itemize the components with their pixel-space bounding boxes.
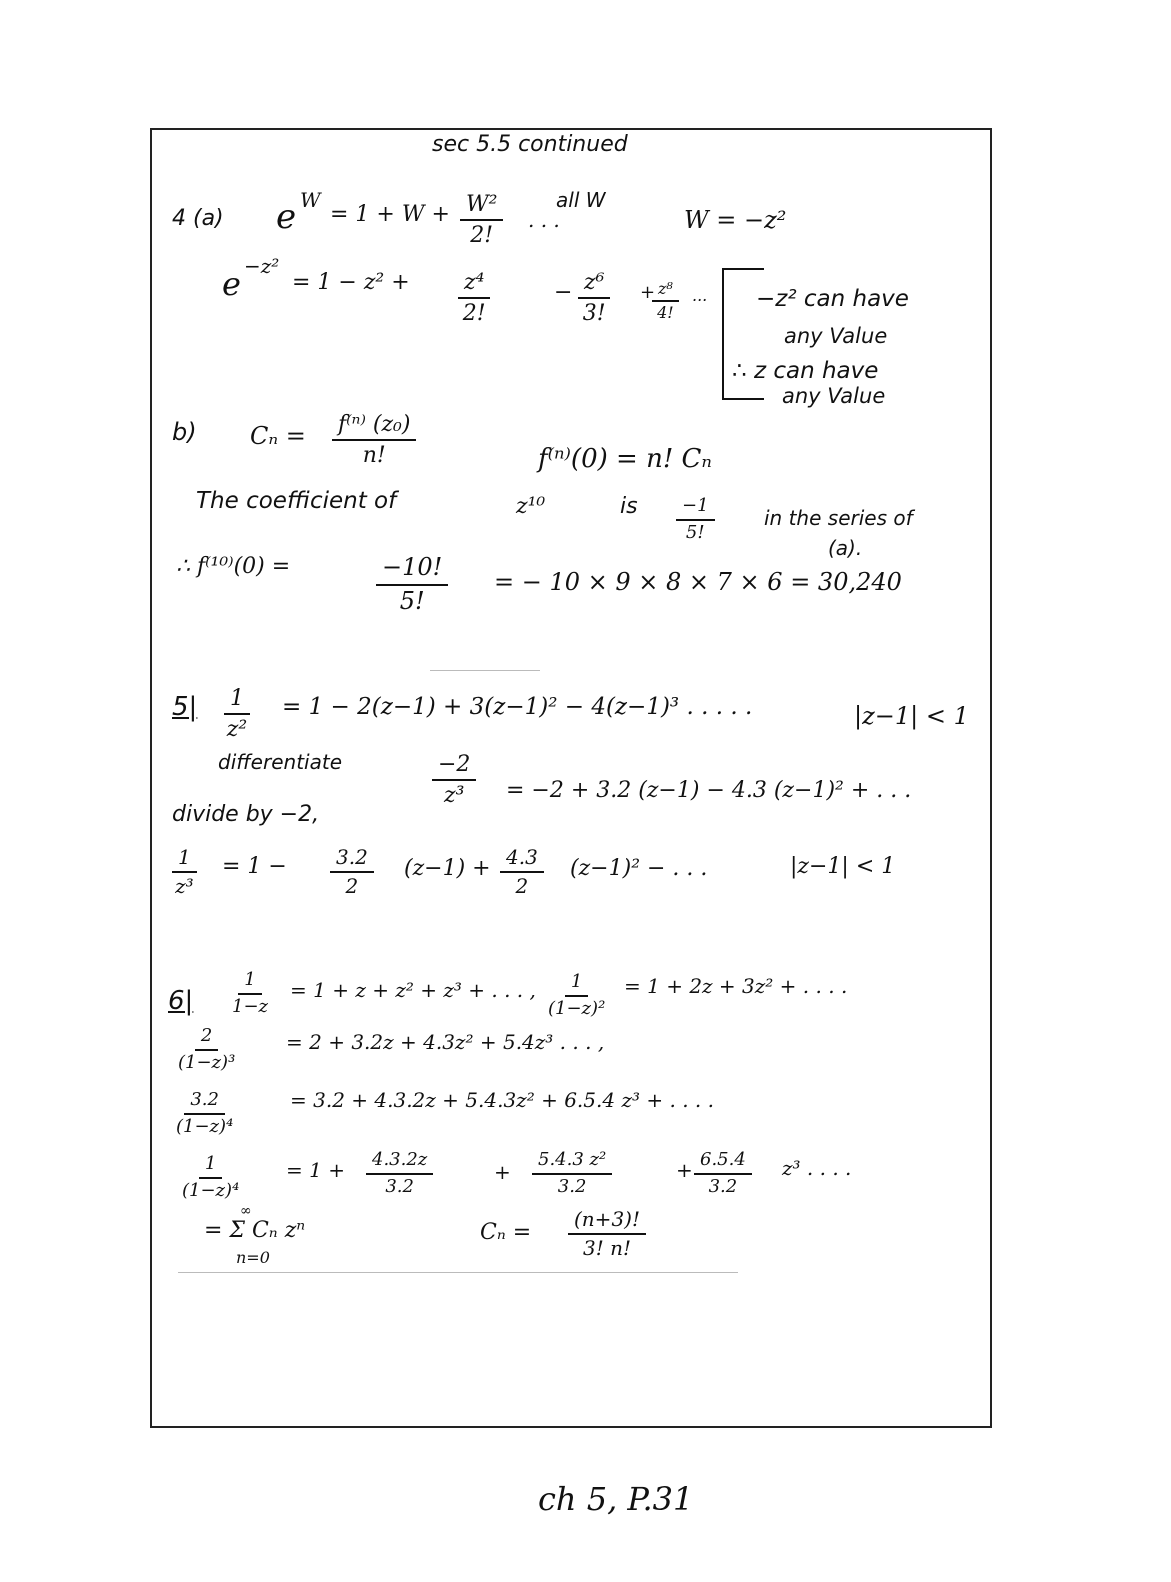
p6-line2-series: = 2 + 3.2z + 4.3z² + 5.4z³ . . . ,: [286, 1030, 605, 1054]
sum-lower-limit: n=0: [236, 1248, 270, 1267]
derivative-relation: f⁽ⁿ⁾(0) = n! Cₙ: [538, 444, 712, 474]
frac-num: W²: [460, 192, 503, 221]
frac-den: 2: [345, 874, 359, 898]
coefficient-is: is: [620, 494, 638, 519]
p6-line4-frac-1: [366, 1150, 433, 1197]
p5-deriv-series: = −2 + 3.2 (z−1) − 4.3 (z−1)² + . . .: [506, 778, 912, 803]
exp-z-rhs: = 1 − z² +: [292, 270, 410, 295]
frac-den: 2: [515, 874, 529, 898]
exp-z-frac-1: [458, 270, 490, 327]
exp-w-sup: W: [300, 188, 321, 212]
p6-line4-eq: = 1 +: [286, 1158, 345, 1182]
frac-num: 1: [565, 972, 588, 997]
frac-den: 1−z: [232, 995, 269, 1017]
exp-w-term-frac: [460, 192, 503, 249]
sum-upper-limit: ∞: [240, 1203, 252, 1219]
problem-6-label: 6|: [168, 986, 194, 1016]
p6-cn-frac: [568, 1208, 646, 1260]
p5-condition: |z−1| < 1: [854, 702, 969, 730]
p5-series: = 1 − 2(z−1) + 3(z−1)² − 4(z−1)³ . . . . .: [282, 694, 753, 720]
plus-sign: +: [676, 1158, 693, 1182]
exp-z-frac-2: [578, 270, 610, 327]
frac-num: −1: [676, 496, 715, 521]
cn-lhs: Cₙ =: [250, 422, 306, 450]
frac-num: 1: [172, 846, 197, 873]
exp-w-rhs: = 1 + W +: [330, 202, 450, 227]
frac-den: 5!: [399, 586, 425, 615]
frac-num: −10!: [376, 554, 448, 586]
series-tail: ...: [692, 286, 708, 305]
frac-den: z²: [226, 717, 248, 743]
p6-line4-frac-3: [694, 1150, 752, 1197]
frac-den: (1−z)⁴: [176, 1115, 234, 1137]
separator: [178, 1272, 738, 1273]
p6-sum: = Σ Cₙ zⁿ: [204, 1218, 306, 1243]
frac-num: 3.2: [330, 846, 374, 873]
exp-z-frac-3: [652, 280, 679, 323]
p5-result-tail: (z−1)² − . . .: [570, 856, 708, 881]
p6-cn-lhs: Cₙ =: [480, 1220, 532, 1245]
part-b-label: b): [172, 418, 197, 446]
p6-line1b-frac: [548, 972, 605, 1019]
frac-den: (1−z)²: [548, 997, 606, 1019]
p5-lhs-frac: [224, 686, 250, 743]
exp-z-base: e: [222, 265, 241, 303]
separator: [430, 670, 540, 671]
frac-num: z⁶: [578, 270, 610, 299]
frac-den: n!: [362, 443, 386, 469]
p6-line4-frac-2: [532, 1150, 612, 1197]
problem-5-label: 5|: [172, 692, 198, 722]
frac-den: 3.2: [708, 1175, 738, 1197]
frac-den: 3!: [582, 301, 606, 327]
substitution: W = −z²: [684, 206, 787, 234]
frac-num: 3.2: [184, 1090, 225, 1115]
frac-den: 3! n!: [582, 1236, 632, 1260]
frac-den: (1−z)³: [178, 1051, 236, 1073]
frac-den: 2!: [462, 301, 486, 327]
page-footer: ch 5, P.31: [538, 1480, 694, 1518]
exp-z-sup: −z²: [244, 254, 280, 278]
frac-num: 4.3: [500, 846, 544, 873]
frac-num: 1: [224, 686, 250, 715]
frac-num: z⁸: [652, 280, 679, 302]
section-header: sec 5.5 continued: [432, 132, 628, 157]
frac-num: 2: [195, 1026, 218, 1051]
frac-den: 3.2: [557, 1175, 587, 1197]
frac-num: 1: [238, 970, 261, 995]
frac-num: 1: [199, 1154, 222, 1179]
frac-num: (n+3)!: [568, 1208, 646, 1235]
exp-w-base: e: [276, 197, 297, 237]
frac-den: 4!: [657, 303, 674, 323]
frac-den: 3.2: [385, 1175, 414, 1197]
p5-result-frac-1: [330, 846, 374, 898]
p6-line4-tail: z³ . . . .: [782, 1156, 852, 1180]
p5-result-mid: (z−1) +: [404, 856, 491, 881]
note-line-4: any Value: [782, 384, 886, 408]
p6-line3-series: = 3.2 + 4.3.2z + 5.4.3z² + 6.5.4 z³ + . . . .: [290, 1088, 714, 1112]
exp-w-dots: . . .: [528, 208, 560, 232]
problem-4-label: 4 (a): [172, 206, 224, 231]
p6-line2-frac: [178, 1026, 235, 1073]
frac-num: f⁽ⁿ⁾ (z₀): [332, 412, 416, 441]
frac-den: (1−z)⁴: [182, 1179, 240, 1201]
frac-den: z³: [444, 783, 465, 809]
p6-line1-frac: [232, 970, 268, 1017]
coefficient-text: The coefficient of: [196, 488, 397, 514]
frac-den: z³: [175, 874, 194, 898]
coefficient-ref: (a).: [828, 536, 863, 560]
plus-sign: +: [494, 1160, 511, 1184]
p6-line4-frac: [182, 1154, 239, 1201]
minus-sign: −: [554, 280, 573, 305]
divide-label: divide by −2,: [172, 802, 320, 827]
differentiate-label: differentiate: [218, 750, 342, 774]
p5-result-eq: = 1 −: [222, 854, 287, 879]
all-w-note: all W: [556, 188, 606, 212]
plus-sign: +: [640, 282, 656, 303]
therefore-lhs: ∴ f⁽¹⁰⁾(0) =: [176, 554, 291, 579]
note-line-3: ∴ z can have: [732, 358, 879, 384]
frac-num: 6.5.4: [694, 1150, 752, 1175]
p6-line1-series: = 1 + z + z² + z³ + . . . ,: [290, 978, 536, 1002]
p5-deriv-frac: [432, 752, 476, 809]
result-frac: [376, 554, 448, 615]
p5-result-frac-2: [500, 846, 544, 898]
coefficient-frac: [676, 496, 715, 543]
frac-num: 5.4.3 z²: [532, 1150, 612, 1175]
frac-den: 2!: [470, 223, 494, 249]
note-line-2: any Value: [784, 324, 888, 348]
frac-num: −2: [432, 752, 476, 781]
p6-line3-frac: [176, 1090, 233, 1137]
frac-num: 4.3.2z: [366, 1150, 433, 1175]
frac-den: 5!: [685, 521, 705, 543]
p6-line1b-series: = 1 + 2z + 3z² + . . . .: [624, 974, 848, 998]
frac-num: z⁴: [458, 270, 490, 299]
coefficient-tail: in the series of: [764, 506, 913, 530]
cn-taylor-frac: [332, 412, 416, 469]
result-rhs: = − 10 × 9 × 8 × 7 × 6 = 30,240: [494, 568, 902, 596]
p5-result-condition: |z−1| < 1: [790, 854, 896, 879]
p5-result-lhs-frac: [172, 846, 197, 898]
note-line-1: −z² can have: [756, 286, 909, 312]
coefficient-z: z¹⁰: [516, 494, 546, 519]
